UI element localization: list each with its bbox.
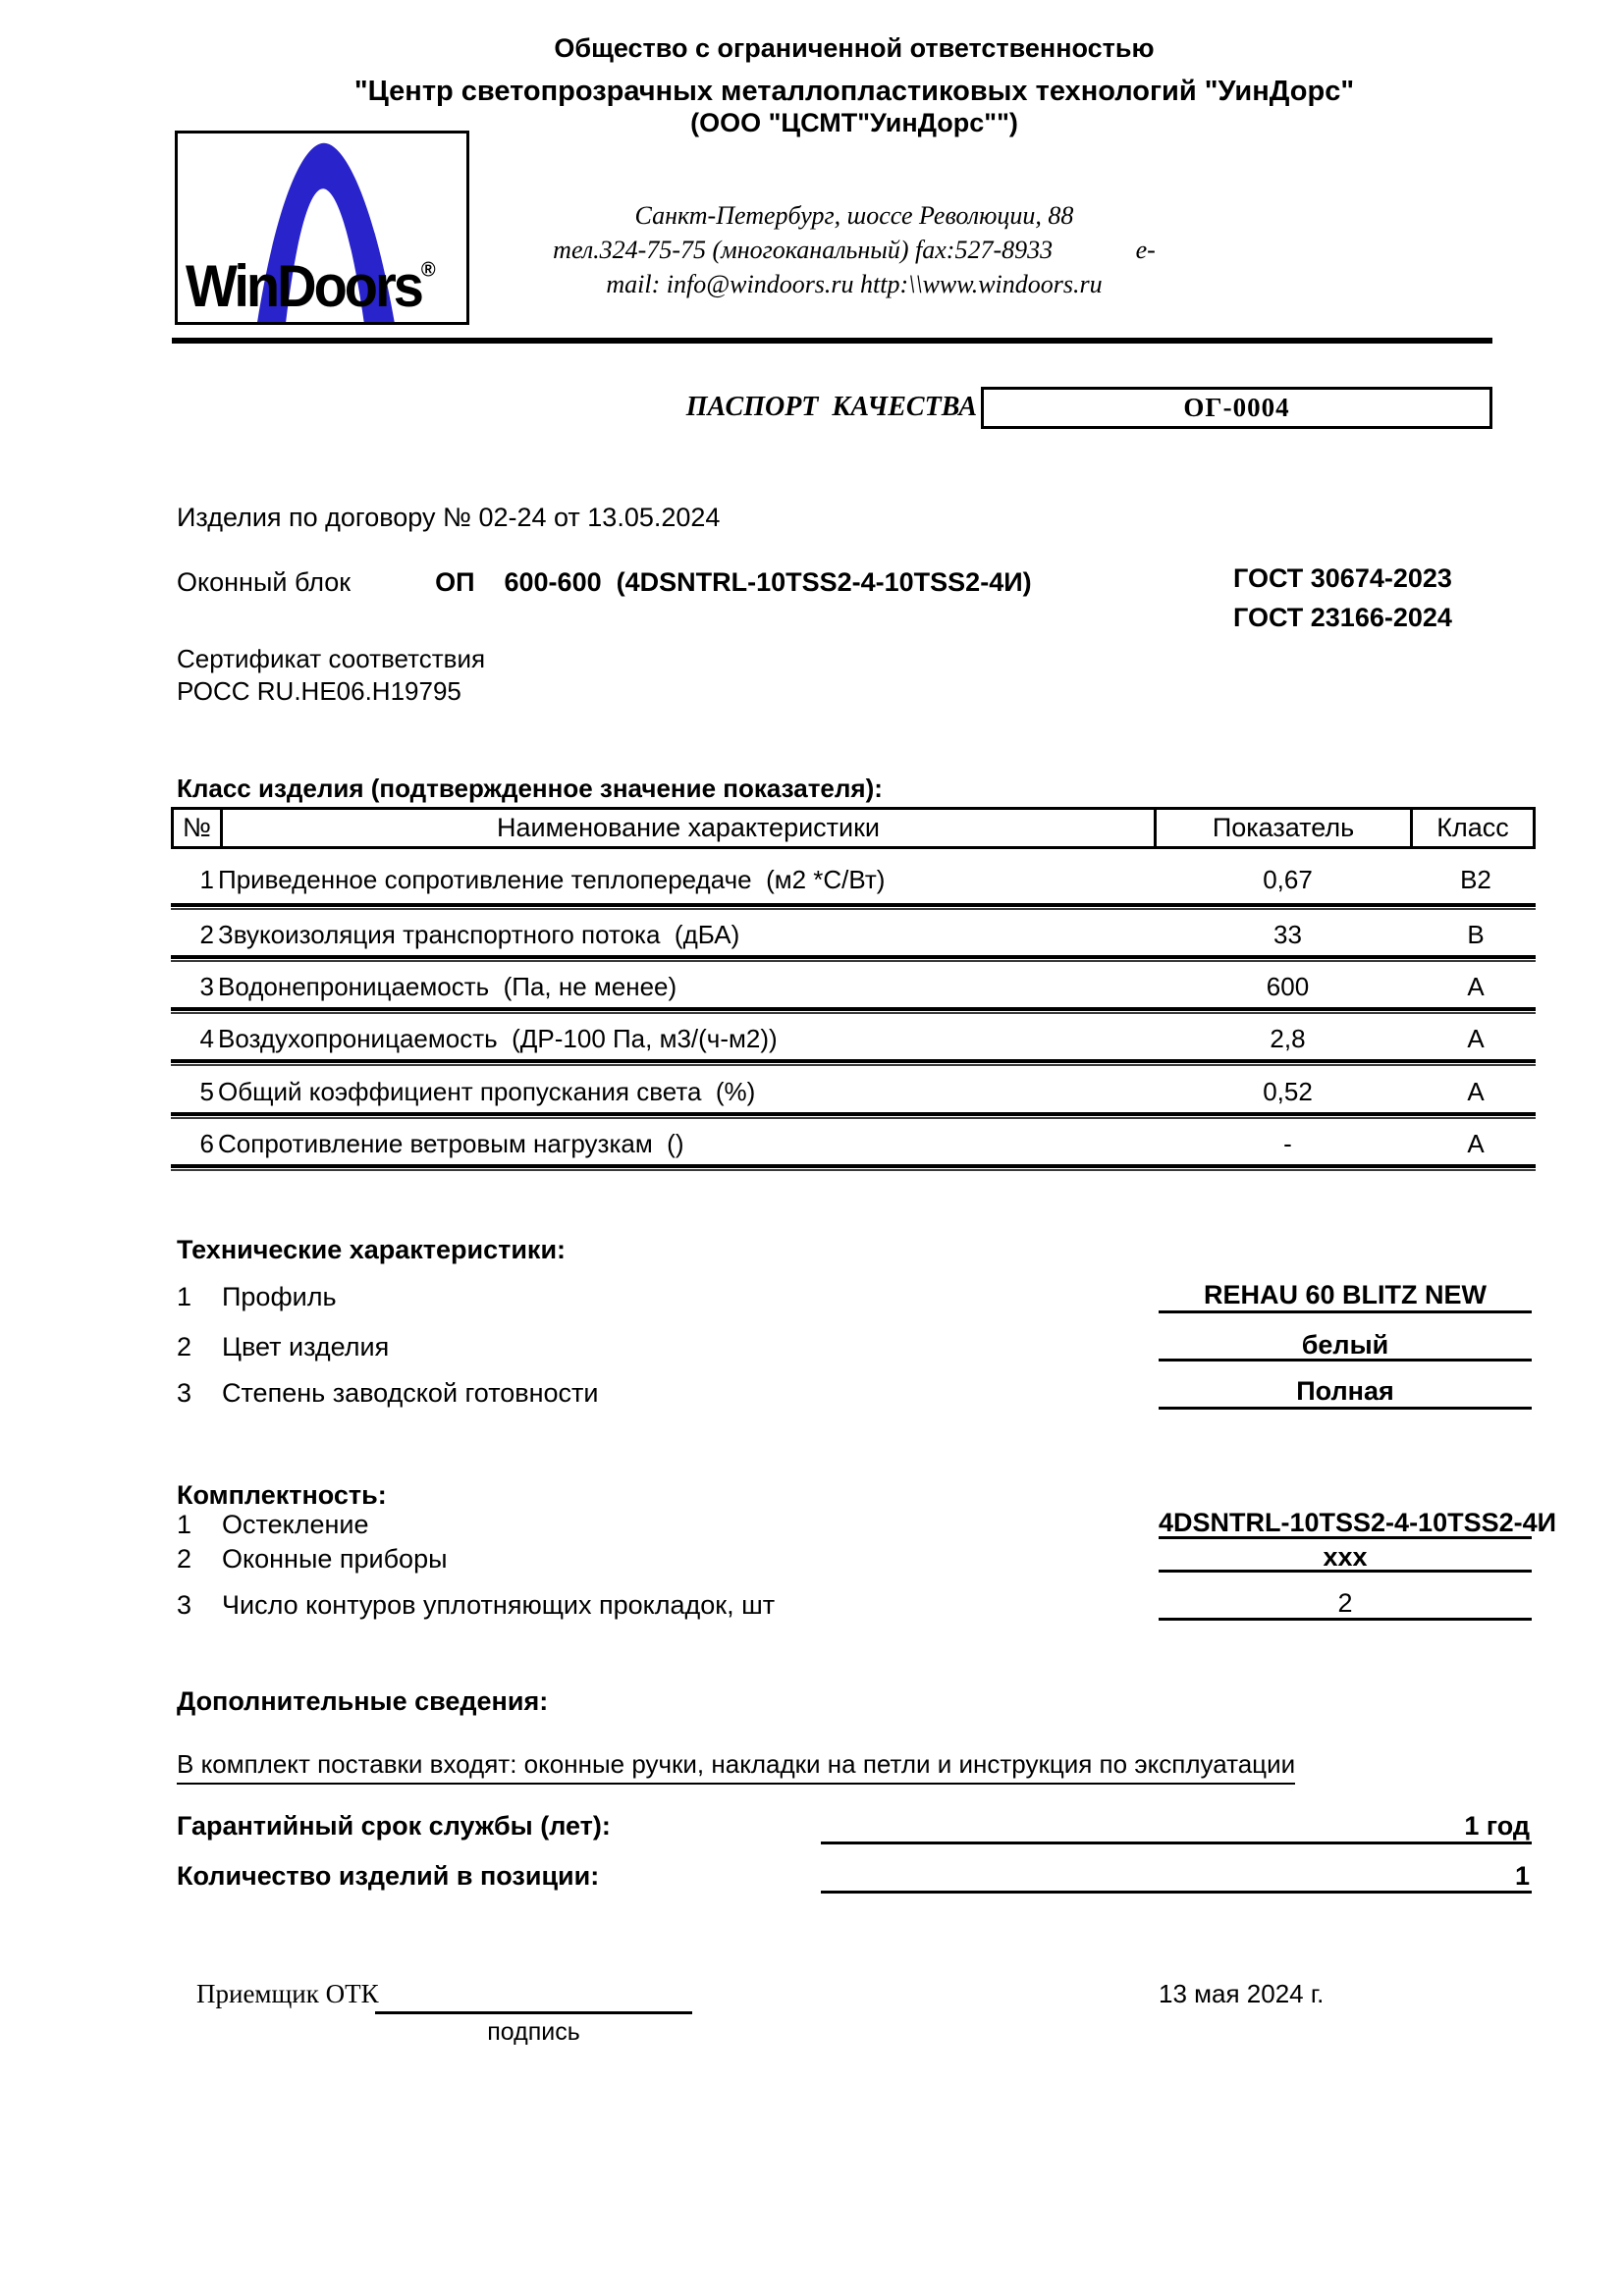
completeness-row-num: 3	[177, 1590, 192, 1620]
row-num: 5	[199, 1076, 214, 1106]
completeness-row	[177, 1508, 1557, 1540]
email-site-line: mail: info@windoors.ru http:\\www.windoors.ru	[606, 270, 1103, 298]
certificate-number: РОСС RU.HE06.H19795	[177, 676, 461, 706]
completeness-row-value: xxx	[1159, 1542, 1532, 1573]
row-name: Воздухопроницаемость (ДР-100 Па, м3/(ч-м2))	[218, 1024, 778, 1053]
tech-section-heading: Технические характеристики:	[177, 1235, 567, 1264]
tech-row	[177, 1332, 1532, 1362]
table-row	[171, 1063, 1536, 1116]
tech-row	[177, 1378, 1532, 1409]
row-class: А	[1467, 1076, 1485, 1106]
row-value: 0,52	[1263, 1076, 1313, 1106]
completeness-row	[177, 1544, 1532, 1575]
delivery-note: В комплект поставки входят: оконные ручки, накладки на петли и инструкция по эксплуатации	[177, 1749, 1295, 1785]
certificate-label: Сертификат соответствия	[177, 644, 486, 673]
row-class: А	[1467, 1024, 1485, 1053]
tech-row	[177, 1282, 1532, 1312]
class-table-header	[171, 807, 1536, 849]
signature-caption: подпись	[487, 2018, 580, 2046]
row-value: 33	[1273, 920, 1302, 949]
completeness-section-heading: Комплектность:	[177, 1480, 387, 1510]
tech-row-num: 2	[177, 1332, 192, 1362]
company-name-line: "Центр светопрозрачных металлопластиковых технологий "УинДорс"	[353, 76, 1355, 107]
tech-row-num: 1	[177, 1282, 192, 1311]
row-num: 4	[199, 1024, 214, 1053]
gost-standard-2: ГОСТ 23166-2024	[1233, 603, 1452, 632]
header-value: Показатель	[1157, 810, 1413, 846]
row-name: Приведенное сопротивление теплопередаче (м2 *С/Вт)	[218, 865, 886, 894]
completeness-row-value: 2	[1159, 1588, 1532, 1621]
completeness-row-value: 4DSNTRL-10TSS2-4-10TSS2-4И	[1159, 1508, 1557, 1537]
company-short-name-line: (ООО "ЦСМТ"УинДорс"")	[690, 108, 1018, 137]
phone-fax-line: тел.324-75-75 (многоканальный) fax:527-8933 e-	[553, 236, 1156, 264]
header-num: №	[174, 810, 223, 846]
completeness-row-label: Число контуров уплотняющих прокладок, шт	[222, 1590, 776, 1620]
tech-row-value: REHAU 60 BLITZ NEW	[1159, 1280, 1532, 1313]
row-name: Сопротивление ветровым нагрузкам ()	[218, 1129, 684, 1158]
completeness-row-label: Оконные приборы	[222, 1544, 448, 1574]
company-type-line: Общество с ограниченной ответственностью	[554, 33, 1155, 63]
table-row	[171, 959, 1536, 1011]
document-date: 13 мая 2024 г.	[1159, 1979, 1325, 2008]
warranty-label: Гарантийный срок службы (лет):	[177, 1811, 611, 1841]
row-class: А	[1467, 1129, 1485, 1158]
row-num: 1	[199, 865, 214, 894]
logo-wordmark: WinDoors®	[186, 251, 436, 319]
company-address-block	[422, 198, 1286, 301]
table-row	[171, 907, 1536, 959]
table-row	[171, 1116, 1536, 1168]
row-class: В	[1467, 920, 1485, 949]
quantity-label: Количество изделий в позиции:	[177, 1861, 600, 1891]
row-value: 600	[1266, 972, 1310, 1001]
product-line	[177, 567, 1032, 598]
row-value: 2,8	[1270, 1024, 1306, 1053]
row-name: Общий коэффициент пропускания света (%)	[218, 1076, 756, 1106]
completeness-row	[177, 1590, 1532, 1621]
header-divider	[172, 338, 1492, 344]
windoors-logo	[175, 131, 469, 325]
tech-row-label: Степень заводской готовности	[222, 1378, 599, 1408]
completeness-row-num: 1	[177, 1510, 192, 1539]
warranty-value: 1 год	[821, 1811, 1532, 1844]
passport-number-box: ОГ-0004	[981, 387, 1492, 429]
tech-row-value: белый	[1159, 1330, 1532, 1362]
registered-trademark-icon: ®	[420, 258, 436, 283]
class-table-caption: Класс изделия (подтвержденное значение показателя):	[177, 774, 883, 803]
row-value: 0,67	[1263, 865, 1313, 894]
contract-line: Изделия по договору № 02-24 от 13.05.2024	[177, 503, 721, 532]
tech-row-label: Профиль	[222, 1282, 337, 1311]
header-class: Класс	[1436, 813, 1509, 842]
table-row	[171, 849, 1536, 907]
signature-line	[375, 2011, 692, 2014]
row-num: 2	[199, 920, 214, 949]
row-num: 6	[199, 1129, 214, 1158]
row-value: -	[1283, 1129, 1292, 1158]
row-name: Звукоизоляция транспортного потока (дБА)	[218, 920, 740, 949]
quantity-value: 1	[821, 1861, 1532, 1894]
address-line: Санкт-Петербург, шоссе Революции, 88	[634, 201, 1074, 230]
row-class: В2	[1460, 865, 1491, 894]
table-row	[171, 1011, 1536, 1063]
row-num: 3	[199, 972, 214, 1001]
additional-section-heading: Дополнительные сведения:	[177, 1686, 549, 1716]
otk-acceptor-label: Приемщик ОТК	[196, 1979, 379, 2008]
passport-title: ПАСПОРТ КАЧЕСТВА	[685, 392, 977, 422]
product-code: ОП 600-600 (4DSNTRL-10TSS2-4-10TSS2-4И)	[435, 567, 1032, 597]
header-name: Наименование характеристики	[223, 810, 1157, 846]
gost-standard-1: ГОСТ 30674-2023	[1233, 563, 1452, 593]
completeness-row-label: Остекление	[222, 1510, 369, 1539]
completeness-row-num: 2	[177, 1544, 192, 1574]
row-name: Водонепроницаемость (Па, не менее)	[218, 972, 677, 1001]
product-label: Оконный блок	[177, 567, 352, 597]
tech-row-label: Цвет изделия	[222, 1332, 390, 1362]
row-class: А	[1467, 972, 1485, 1001]
tech-row-value: Полная	[1159, 1376, 1532, 1410]
class-table	[171, 807, 1536, 1168]
certificate-block	[177, 643, 485, 708]
tech-row-num: 3	[177, 1378, 192, 1408]
